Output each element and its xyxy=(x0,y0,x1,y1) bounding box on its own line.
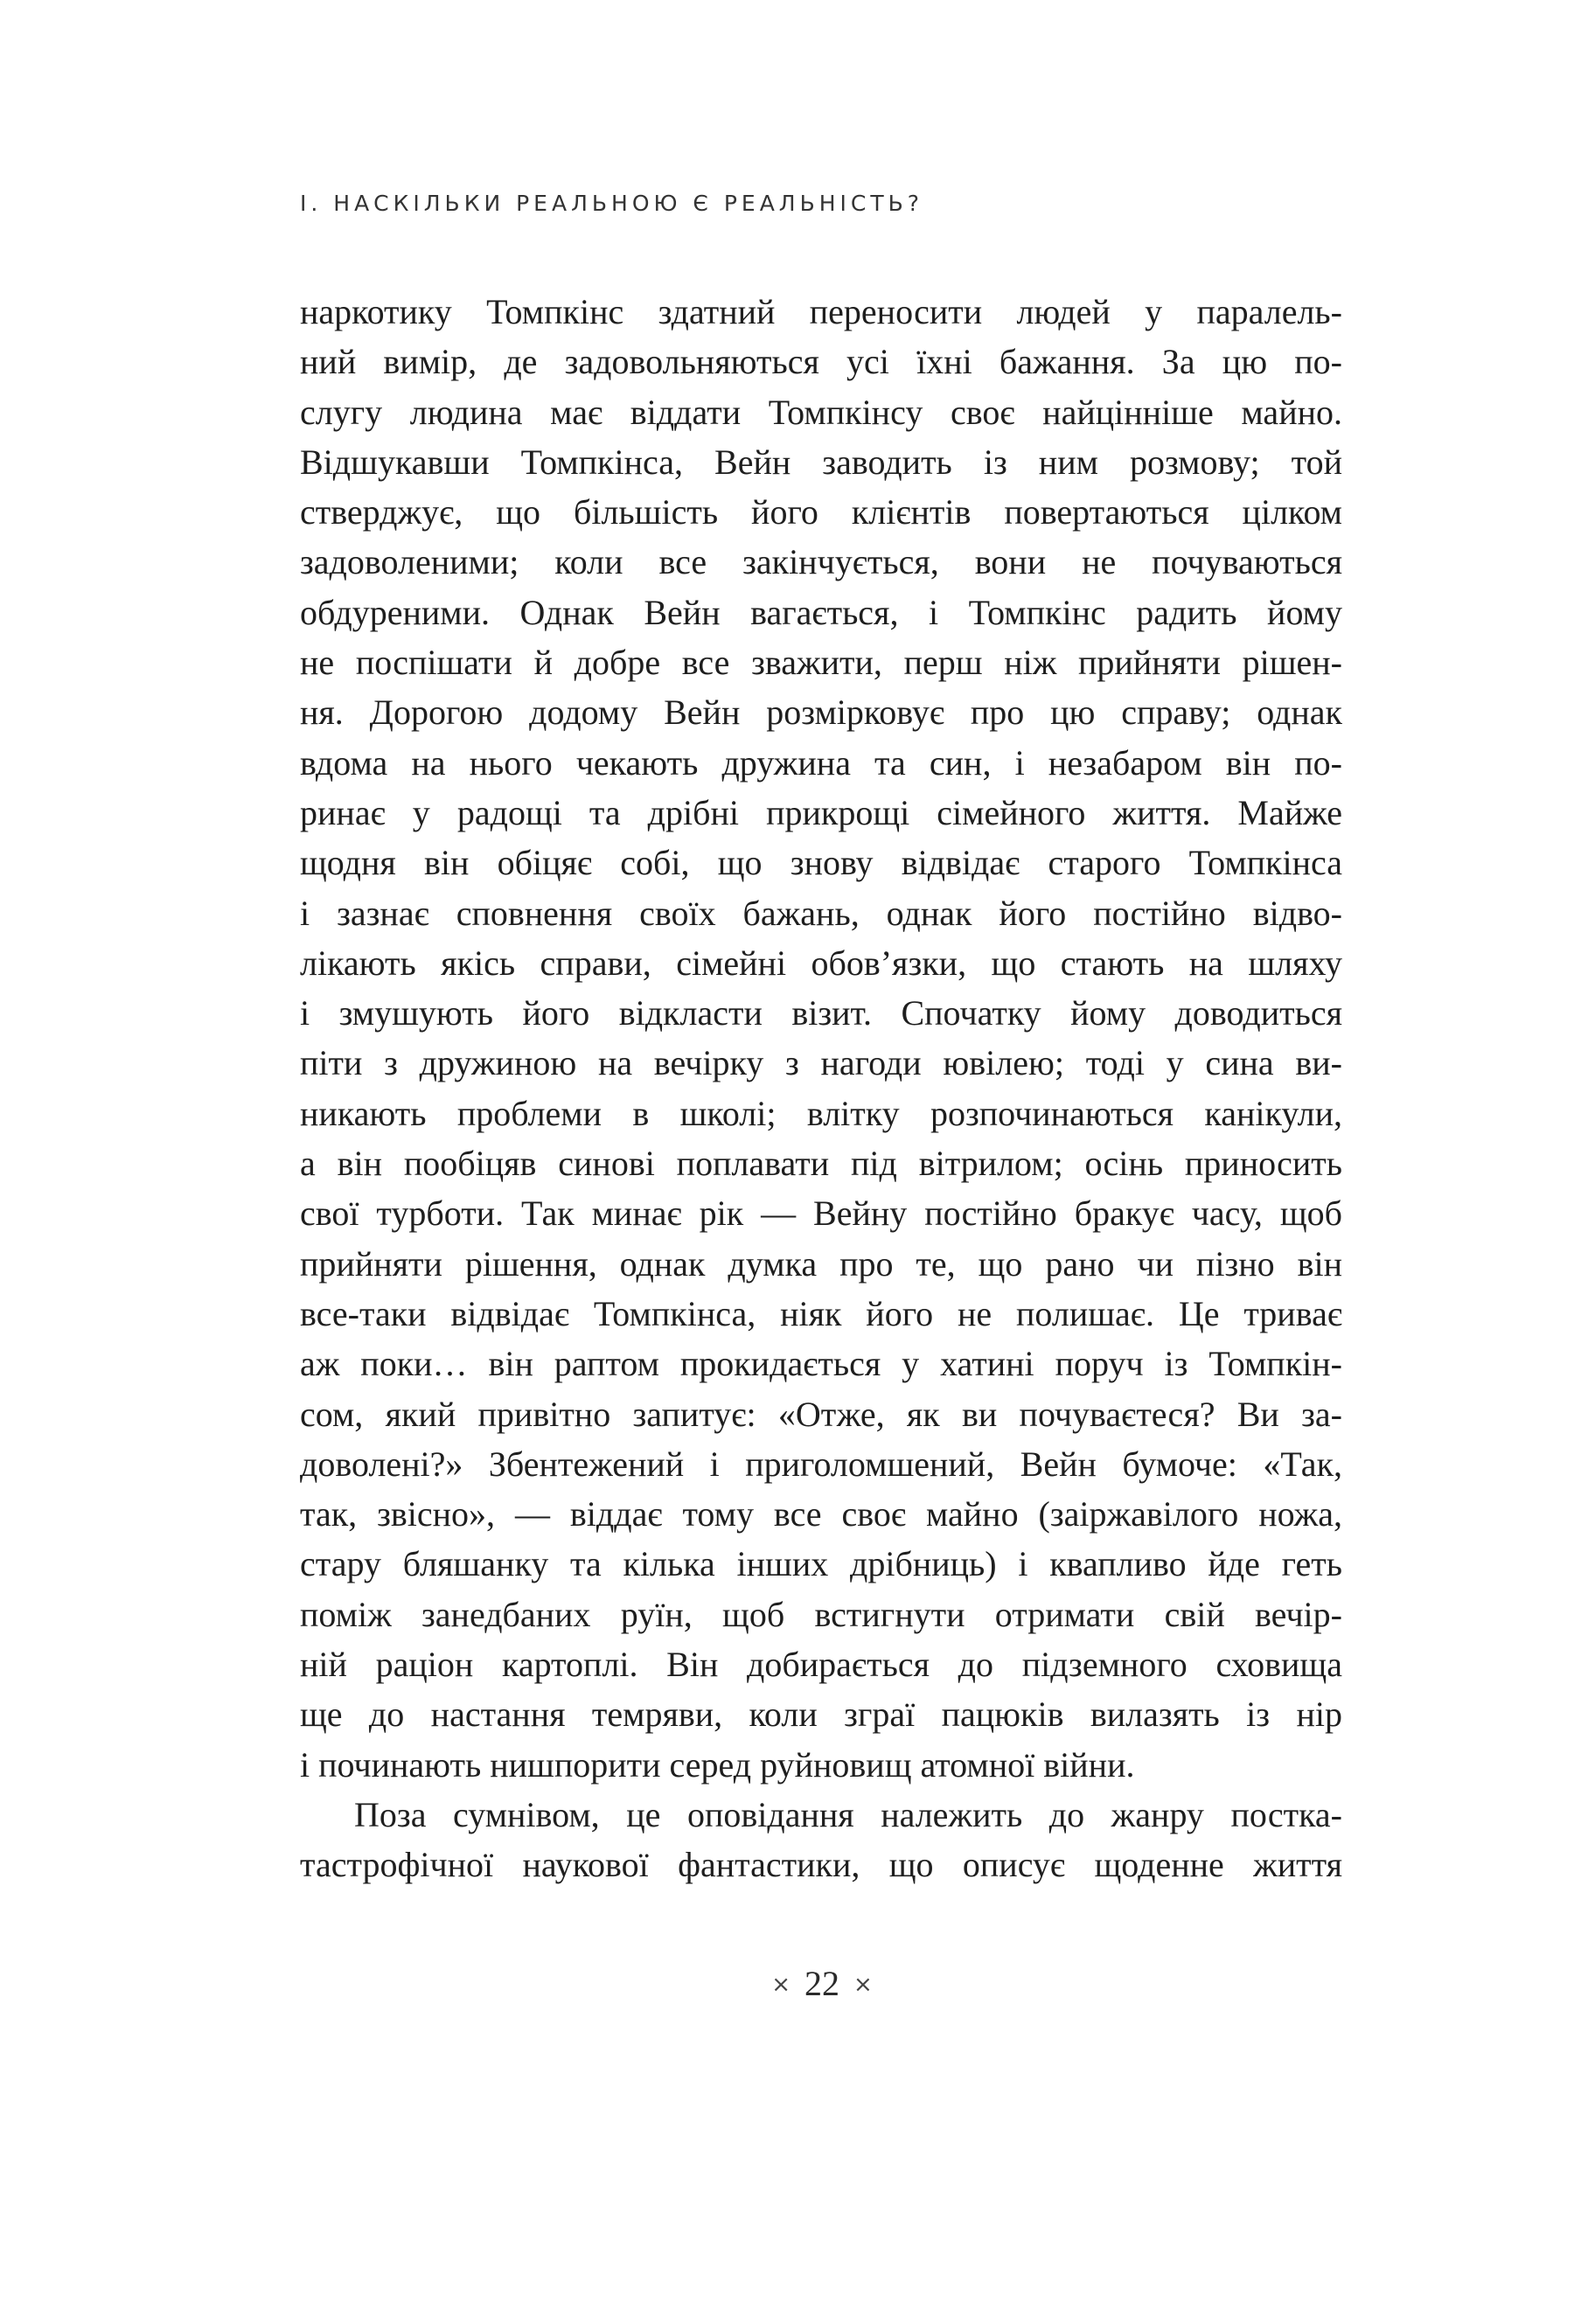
text-line: наркотику Томпкінс здатний переносити людей у паралель- xyxy=(300,292,1342,331)
paragraph xyxy=(300,287,1342,1790)
text-line: так, звісно», — віддає тому все своє майно (заіржавілого ножа, xyxy=(300,1494,1342,1534)
text-line: ще до настання темряви, коли зграї пацюків вилазять із нір xyxy=(300,1694,1342,1735)
text-line: і зазнає сповнення своїх бажань, однак його постійно відво- xyxy=(300,893,1342,933)
text-line: обдуреними. Однак Вейн вагається, і Томпкінс радить йому xyxy=(300,592,1342,632)
text-line: вдома на нього чекають дружина та син, і незабаром він по- xyxy=(300,742,1342,783)
text-line: Поза сумнівом, це оповідання належить до жанру постка- xyxy=(354,1794,1342,1834)
text-line: аж поки… він раптом прокидається у хатині поруч із Томпкін- xyxy=(300,1344,1342,1384)
text-line: піти з дружиною на вечірку з нагоди ювілею; тоді у сина ви- xyxy=(300,1043,1342,1083)
text-line: все-таки відвідає Томпкінса, ніяк його не полишає. Це триває xyxy=(300,1293,1342,1333)
text-line: а він пообіцяв синові поплавати під вітрилом; осінь приносить xyxy=(300,1144,1342,1184)
text-line: ня. Дорогою додому Вейн розмірковує про цю справу; однак xyxy=(300,692,1342,733)
text-line: лікають якісь справи, сімейні обов’язки, що стають на шляху xyxy=(300,943,1342,983)
text-line: стару бляшанку та кілька інших дрібниць) і квапливо йде геть xyxy=(300,1544,1342,1584)
text-line: никають проблеми в школі; влітку розпочинаються канікули, xyxy=(300,1093,1342,1133)
text-line: доволені?» Збентежений і приголомшений, Вейн бумоче: «Так, xyxy=(300,1444,1342,1484)
text-line: Відшукавши Томпкінса, Вейн заводить із ним розмову; той xyxy=(300,442,1342,482)
text-line: ринає у радощі та дрібні прикрощі сімейного життя. Майже xyxy=(300,792,1342,832)
page-number: 22 xyxy=(804,1964,839,2003)
cross-ornament-icon: × xyxy=(771,1972,790,1998)
text-line: задоволеними; коли все закінчується, вони не почуваються xyxy=(300,542,1342,582)
text-line: і змушують його відкласти візит. Спочатку йому доводиться xyxy=(300,993,1342,1033)
text-line: поміж занедбаних руїн, щоб встигнути отримати свій вечір- xyxy=(300,1594,1342,1634)
text-line: тастрофічної наукової фантастики, що описує щоденне життя xyxy=(300,1845,1342,1885)
text-line: щодня він обіцяє собі, що знову відвідає старого Томпкінса xyxy=(300,843,1342,883)
cross-ornament-icon: × xyxy=(853,1972,873,1998)
text-line: ний вимір, де задовольняються усі їхні бажання. За цю по- xyxy=(300,342,1342,382)
body-text xyxy=(300,287,1342,1890)
text-line: слугу людина має віддати Томпкінсу своє найцінніше майно. xyxy=(300,392,1342,432)
paragraph xyxy=(300,1790,1342,1890)
text-line: стверджує, що більшість його клієнтів повертаються цілком xyxy=(300,492,1342,532)
text-line: прийняти рішення, однак думка про те, що рано чи пізно він xyxy=(300,1243,1342,1284)
running-head: І. НАСКІЛЬКИ РЕАЛЬНОЮ Є РЕАЛЬНІСТЬ? xyxy=(300,191,924,216)
text-line: ній раціон картоплі. Він добирається до підземного сховища xyxy=(300,1645,1342,1685)
page-number-footer xyxy=(0,1963,1581,2004)
text-line: сом, який привітно запитує: «Отже, як ви почуваєтеся? Ви за- xyxy=(300,1394,1342,1434)
text-line: свої турботи. Так минає рік — Вейну постійно бракує часу, щоб xyxy=(300,1193,1342,1234)
text-line: не поспішати й добре все зважити, перш ніж прийняти рішен- xyxy=(300,643,1342,683)
text-line: і починають нишпорити серед руйновищ атомної війни. xyxy=(300,1744,1135,1785)
